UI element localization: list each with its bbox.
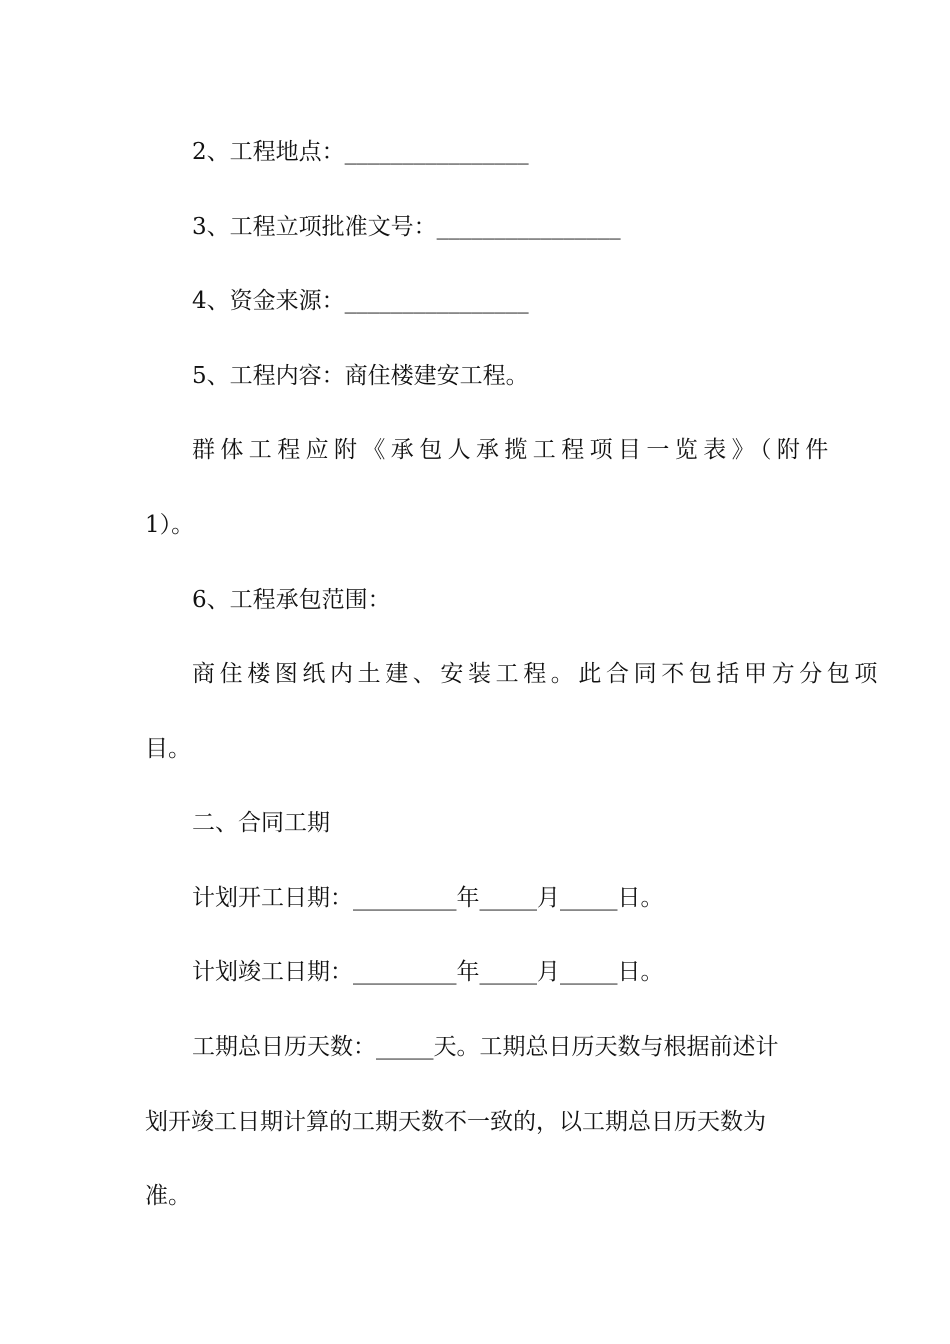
paragraph-group-project: 群体工程应附《承包人承揽工程项目一览表》（附件 bbox=[192, 437, 834, 463]
item-approval-number: 3、工程立项批准文号：________________ bbox=[192, 214, 621, 240]
paragraph-total-days-end: 准。 bbox=[145, 1183, 191, 1209]
paragraph-total-days: 工期总日历天数：_____天。工期总日历天数与根据前述计 bbox=[192, 1034, 779, 1060]
item-project-location: 2、工程地点：________________ bbox=[192, 139, 529, 165]
paragraph-group-project-cont: 1）。 bbox=[145, 512, 195, 538]
item-planned-start-date: 计划开工日期：_________年_____月_____日。 bbox=[192, 885, 664, 911]
item-funding-source: 4、资金来源：________________ bbox=[192, 288, 529, 314]
paragraph-total-days-cont: 划开竣工日期计算的工期天数不一致的，以工期总日历天数为 bbox=[145, 1109, 766, 1135]
section-heading-contract-period: 二、合同工期 bbox=[192, 810, 330, 836]
paragraph-scope-detail: 商住楼图纸内土建、安装工程。此合同不包括甲方分包项 bbox=[192, 661, 882, 687]
item-contract-scope: 6、工程承包范围： bbox=[192, 587, 391, 613]
paragraph-scope-detail-cont: 目。 bbox=[145, 736, 191, 762]
item-project-content: 5、工程内容：商住楼建安工程。 bbox=[192, 363, 529, 389]
item-planned-completion-date: 计划竣工日期：_________年_____月_____日。 bbox=[192, 959, 664, 985]
